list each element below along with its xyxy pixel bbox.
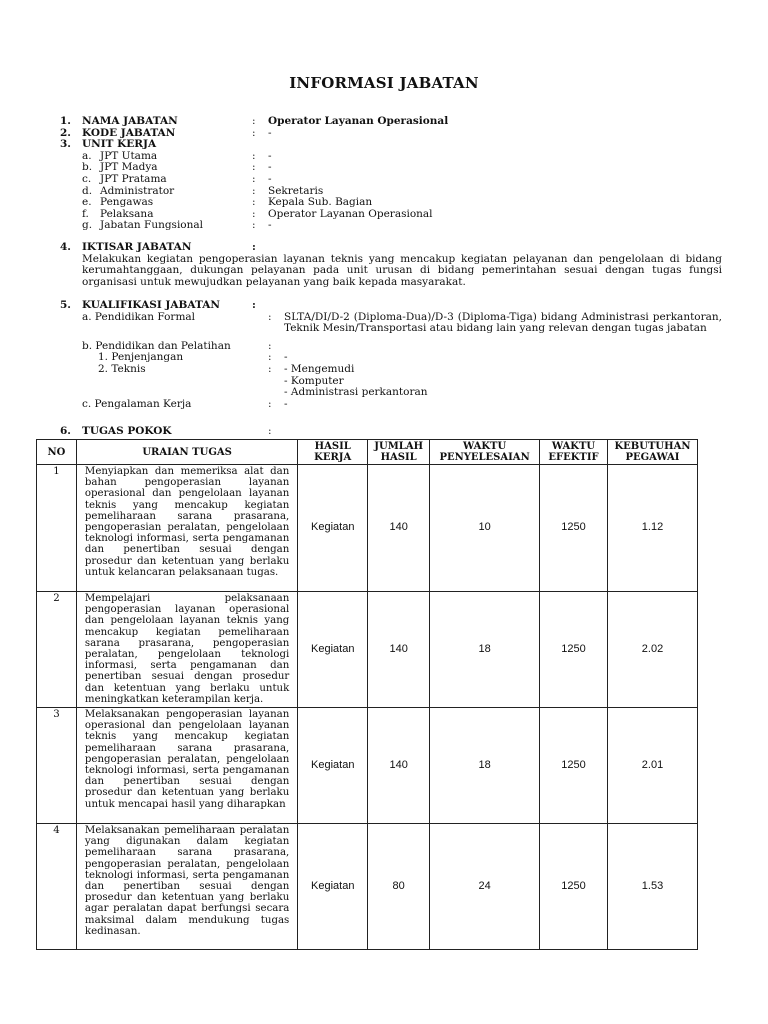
- item-letter: a.: [82, 149, 92, 162]
- table-row: [37, 465, 698, 592]
- item-label: JPT Madya: [100, 161, 158, 174]
- row-hasil: Kegiatan: [298, 465, 368, 592]
- colon: :: [252, 126, 256, 139]
- pengalaman-value: -: [284, 397, 288, 410]
- row-uraian: Mempelajari pelaksanaan pengoperasian layanan operasional dan pengelolaan layanan teknis yang mencakup kegiatan pemeliharaan sarana prasarana, pengoperasian peralatan, pengelolaan teknologi informasi, serta pengamanan dan penertiban sesuai dengan prosedur dan ketentuan yang berlaku untuk meningkatkan keterampilan kerja.: [76, 592, 297, 708]
- item-value: Kepala Sub. Bagian: [268, 196, 373, 209]
- header-kebutuhan: KEBUTUHAN PEGAWAI: [607, 440, 697, 465]
- item-letter: f.: [82, 207, 89, 220]
- teknis-item: - Administrasi perkantoran: [284, 386, 428, 399]
- pengalaman-row: [60, 399, 722, 411]
- item-letter: g.: [82, 219, 93, 232]
- colon: :: [252, 115, 256, 127]
- teknis-label: 2. Teknis: [98, 362, 146, 375]
- kode-jabatan-row: [60, 128, 722, 140]
- header-waktu-penyelesaian: WAKTU PENYELESAIAN: [430, 440, 540, 465]
- iktisar-label: IKTISAR JABATAN: [82, 241, 192, 253]
- row-waktu-efektif: 1250: [540, 708, 608, 824]
- item-label: Pengawas: [100, 196, 154, 209]
- section-number: 2.: [60, 126, 71, 139]
- row-waktu-efektif: 1250: [540, 465, 608, 592]
- unit-kerja-item: [82, 151, 722, 163]
- unit-kerja-list: [60, 151, 722, 232]
- teknis-values: [284, 364, 722, 399]
- unit-kerja-row: [60, 139, 722, 151]
- colon: :: [252, 161, 256, 174]
- header-waktu-efektif: WAKTU EFEKTIF: [540, 440, 608, 465]
- section-number: 4.: [60, 241, 71, 253]
- section-tugas-pokok: [60, 426, 722, 438]
- row-no: 3: [37, 708, 77, 824]
- item-value: -: [268, 219, 272, 232]
- colon: :: [252, 184, 256, 197]
- nama-jabatan-label: NAMA JABATAN: [82, 115, 178, 127]
- kode-jabatan-label: KODE JABATAN: [82, 126, 176, 139]
- colon: :: [252, 149, 256, 162]
- kualifikasi-heading: [60, 300, 722, 312]
- item-letter: b.: [82, 161, 93, 174]
- row-waktu-efektif: 1250: [540, 824, 608, 950]
- teknis-item: - Mengemudi: [284, 362, 355, 375]
- header-jumlah: JUMLAH HASIL: [368, 440, 430, 465]
- table-row: [37, 592, 698, 708]
- item-label: JPT Utama: [100, 149, 158, 162]
- colon: :: [268, 425, 272, 437]
- colon: :: [252, 299, 256, 311]
- kode-jabatan-value: -: [268, 126, 272, 139]
- row-kebutuhan: 1.53: [607, 824, 697, 950]
- section-number: 5.: [60, 299, 71, 311]
- row-kebutuhan: 1.12: [607, 465, 697, 592]
- teknis-row: [60, 364, 722, 399]
- unit-kerja-item: [82, 197, 722, 209]
- item-value: -: [268, 172, 272, 185]
- row-waktu-penyelesaian: 18: [430, 708, 540, 824]
- kualifikasi-label: KUALIFIKASI JABATAN: [82, 299, 220, 311]
- unit-kerja-label: UNIT KERJA: [82, 138, 157, 151]
- row-no: 4: [37, 824, 77, 950]
- table-row: [37, 708, 698, 824]
- tugas-pokok-heading: [60, 426, 722, 438]
- teknis-item: - Komputer: [284, 374, 344, 387]
- section-kualifikasi: [60, 300, 722, 410]
- row-uraian: Melaksanakan pemeliharaan peralatan yang digunakan dalam kegiatan pemeliharaan sarana prasarana, pengoperasian peralatan, pengelolaan teknologi informasi, serta pengamanan dan penertiban sesuai dengan prosedur dan ketentuan yang berlaku agar peralatan dapat berfungsi secara maksimal dalam mendukung tugas kedinasan.: [76, 824, 297, 950]
- item-label: JPT Pratama: [100, 172, 167, 185]
- row-hasil: Kegiatan: [298, 592, 368, 708]
- item-label: Administrator: [100, 184, 175, 197]
- item-value: -: [268, 161, 272, 174]
- row-waktu-efektif: 1250: [540, 592, 608, 708]
- section-number: 6.: [60, 425, 71, 437]
- item-value: Operator Layanan Operasional: [268, 207, 433, 220]
- colon: :: [252, 172, 256, 185]
- row-waktu-penyelesaian: 10: [430, 465, 540, 592]
- item-letter: e.: [82, 196, 92, 209]
- table-row: [37, 824, 698, 950]
- penjenjangan-value: -: [284, 351, 288, 364]
- row-kebutuhan: 2.01: [607, 708, 697, 824]
- nama-jabatan-row: [60, 116, 722, 128]
- row-jumlah: 140: [368, 465, 430, 592]
- colon: :: [252, 241, 256, 253]
- row-uraian: Menyiapkan dan memeriksa alat dan bahan pengoperasian layanan operasional dan pengelolaan layanan teknis yang mencakup kegiatan pemeliharaan sarana prasarana, pengoperasian peralatan, pengelolaan teknologi informasi, serta pengamanan dan penertiban sesuai dengan prosedur dan ketentuan yang berlaku untuk kelancaran pelaksanaan tugas.: [76, 465, 297, 592]
- table-header-row: [37, 440, 698, 465]
- header-no: NO: [37, 440, 77, 465]
- tugas-pokok-label: TUGAS POKOK: [82, 425, 172, 437]
- section-iktisar: [60, 242, 722, 288]
- section-number: 1.: [60, 115, 71, 127]
- pendidikan-formal-row: [60, 312, 722, 335]
- tugas-pokok-table: [36, 439, 698, 950]
- pendidikan-formal-value: SLTA/DI/D-2 (Diploma-Dua)/D-3 (Diploma-Tiga) bidang Administrasi perkantoran, Teknik Mesin/Transportasi atau bidang lain yang relevan dengan tugas jabatan: [284, 310, 722, 335]
- penjenjangan-label: 1. Penjenjangan: [98, 351, 184, 364]
- row-no: 1: [37, 465, 77, 592]
- row-hasil: Kegiatan: [298, 708, 368, 824]
- unit-kerja-item: [82, 220, 722, 232]
- colon: :: [252, 207, 256, 220]
- section-number: 3.: [60, 138, 71, 151]
- colon: :: [252, 219, 256, 232]
- item-letter: c.: [82, 172, 92, 185]
- colon: :: [268, 397, 272, 410]
- iktisar-text: Melakukan kegiatan pengoperasian layanan teknis yang mencakup kegiatan pelayanan dan pengelolaan di bidang kerumahtanggaan, dukungan pelayanan pada unit urusan di bidang pemerintahan sesuai dengan tugas fungsi organisasi untuk mewujudkan pelayanan yang baik kepada masyarakat.: [82, 252, 722, 288]
- header-hasil: HASIL KERJA: [298, 440, 368, 465]
- unit-kerja-item: [82, 186, 722, 198]
- document-title: INFORMASI JABATAN: [289, 74, 479, 92]
- row-hasil: Kegiatan: [298, 824, 368, 950]
- iktisar-heading: [60, 242, 722, 254]
- colon: :: [268, 339, 272, 352]
- colon: :: [268, 310, 272, 323]
- row-jumlah: 140: [368, 592, 430, 708]
- item-value: Sekretaris: [268, 184, 324, 197]
- header-uraian: URAIAN TUGAS: [76, 440, 297, 465]
- row-uraian: Melaksanakan pengoperasian layanan operasional dan pengelolaan layanan teknis yang mencakup kegiatan pemeliharaan sarana prasarana, pengoperasian peralatan, pengelolaan teknologi informasi, serta pengamanan dan penertiban sesuai dengan prosedur dan ketentuan yang berlaku untuk mencapai hasil yang diharapkan: [76, 708, 297, 824]
- item-label: Pelaksana: [100, 207, 154, 220]
- pendidikan-formal-label: a. Pendidikan Formal: [82, 310, 196, 323]
- row-jumlah: 80: [368, 824, 430, 950]
- item-value: -: [268, 149, 272, 162]
- colon: :: [268, 351, 272, 364]
- row-jumlah: 140: [368, 708, 430, 824]
- pengalaman-label: c. Pengalaman Kerja: [82, 397, 192, 410]
- row-waktu-penyelesaian: 18: [430, 592, 540, 708]
- unit-kerja-item: [82, 162, 722, 174]
- penjenjangan-row: [60, 352, 722, 364]
- section-identitas: [60, 116, 722, 232]
- item-letter: d.: [82, 184, 93, 197]
- row-no: 2: [37, 592, 77, 708]
- unit-kerja-item: [82, 174, 722, 186]
- row-kebutuhan: 2.02: [607, 592, 697, 708]
- colon: :: [252, 196, 256, 209]
- row-waktu-penyelesaian: 24: [430, 824, 540, 950]
- nama-jabatan-value: Operator Layanan Operasional: [268, 115, 449, 127]
- item-label: Jabatan Fungsional: [100, 219, 204, 232]
- colon: :: [268, 362, 272, 375]
- diklat-label: b. Pendidikan dan Pelatihan: [82, 339, 231, 352]
